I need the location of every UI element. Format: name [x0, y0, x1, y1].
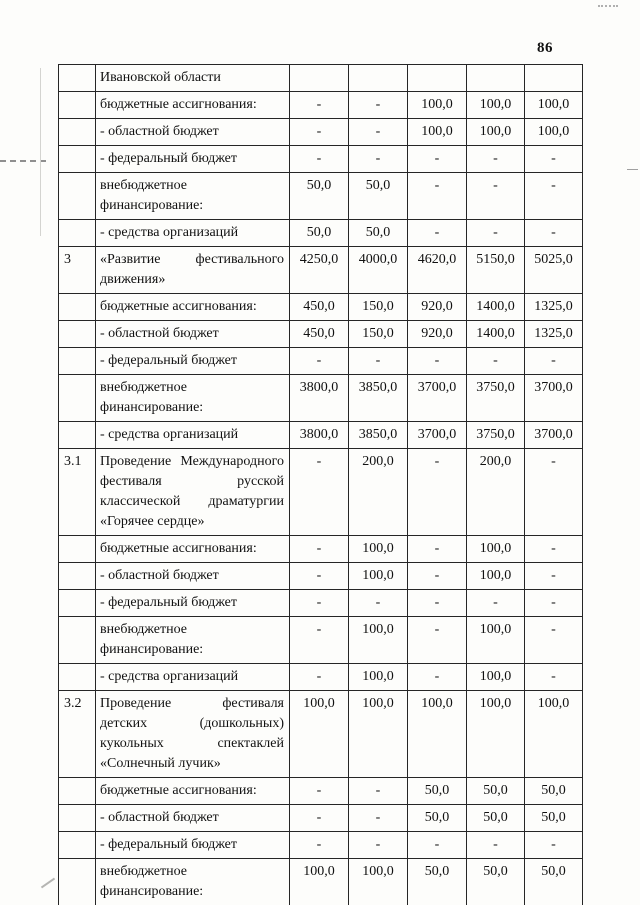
value-cell: -	[525, 590, 583, 617]
value-cell: 100,0	[349, 536, 408, 563]
row-description-cell: - областной бюджет	[96, 805, 290, 832]
table-row	[59, 449, 583, 536]
value-cell: 50,0	[408, 859, 467, 905]
row-description-cell: внебюджетное финансирование:	[96, 859, 290, 905]
row-number-cell	[59, 348, 96, 375]
value-cell: 50,0	[290, 220, 349, 247]
row-description-cell: - федеральный бюджет	[96, 590, 290, 617]
row-description-cell: внебюджетное финансирование:	[96, 375, 290, 422]
value-cell: 100,0	[467, 563, 525, 590]
value-cell: 1325,0	[525, 321, 583, 348]
value-cell	[525, 65, 583, 92]
value-cell: -	[290, 832, 349, 859]
value-cell: 3850,0	[349, 422, 408, 449]
value-cell: -	[349, 590, 408, 617]
row-description-cell: внебюджетное финансирование:	[96, 173, 290, 220]
row-description-cell: бюджетные ассигнования:	[96, 92, 290, 119]
value-cell: 100,0	[467, 664, 525, 691]
value-cell: 4000,0	[349, 247, 408, 294]
value-cell: -	[408, 664, 467, 691]
row-description-cell: - федеральный бюджет	[96, 146, 290, 173]
value-cell: 100,0	[408, 691, 467, 778]
row-number-cell	[59, 563, 96, 590]
value-cell: 4250,0	[290, 247, 349, 294]
row-description-cell: - областной бюджет	[96, 321, 290, 348]
table-row	[59, 590, 583, 617]
row-number-cell	[59, 65, 96, 92]
value-cell: -	[467, 832, 525, 859]
value-cell: 100,0	[349, 859, 408, 905]
value-cell: -	[525, 173, 583, 220]
row-description-cell: - областной бюджет	[96, 563, 290, 590]
row-description-cell: Проведение фестиваля детских (дошкольных) кукольных спектаклей «Солнечный лучик»	[96, 691, 290, 778]
row-number-cell	[59, 173, 96, 220]
value-cell: 3800,0	[290, 422, 349, 449]
row-number-cell	[59, 617, 96, 664]
value-cell: -	[525, 832, 583, 859]
value-cell: -	[467, 173, 525, 220]
table-row	[59, 220, 583, 247]
value-cell: -	[349, 348, 408, 375]
value-cell: -	[290, 805, 349, 832]
table-row	[59, 92, 583, 119]
value-cell: 3750,0	[467, 422, 525, 449]
value-cell: 50,0	[467, 805, 525, 832]
row-description-cell: бюджетные ассигнования:	[96, 536, 290, 563]
scan-artifact-crease	[40, 68, 41, 236]
value-cell: -	[467, 146, 525, 173]
value-cell: 100,0	[349, 563, 408, 590]
value-cell: 100,0	[290, 859, 349, 905]
value-cell: 150,0	[349, 294, 408, 321]
value-cell: -	[290, 617, 349, 664]
value-cell: 3850,0	[349, 375, 408, 422]
table-row	[59, 664, 583, 691]
table-row	[59, 321, 583, 348]
table-row	[59, 563, 583, 590]
row-description-cell: «Развитие фестивального движения»	[96, 247, 290, 294]
value-cell: -	[290, 778, 349, 805]
table-row	[59, 146, 583, 173]
row-description-cell: - областной бюджет	[96, 119, 290, 146]
value-cell: 50,0	[349, 173, 408, 220]
row-description-cell: Ивановской области	[96, 65, 290, 92]
value-cell: 200,0	[467, 449, 525, 536]
value-cell: 3700,0	[525, 375, 583, 422]
value-cell	[467, 65, 525, 92]
table-row	[59, 832, 583, 859]
table-row	[59, 119, 583, 146]
value-cell: -	[290, 563, 349, 590]
value-cell: -	[290, 536, 349, 563]
value-cell: 100,0	[525, 92, 583, 119]
value-cell: -	[349, 146, 408, 173]
row-description-cell: Проведение Международного фестиваля русской классической драматургии «Горячее сердце»	[96, 449, 290, 536]
value-cell: 50,0	[349, 220, 408, 247]
value-cell: -	[525, 449, 583, 536]
row-number-cell: 3.2	[59, 691, 96, 778]
table-row	[59, 617, 583, 664]
value-cell: -	[290, 664, 349, 691]
row-number-cell	[59, 146, 96, 173]
row-number-cell	[59, 805, 96, 832]
value-cell: -	[408, 146, 467, 173]
table-row	[59, 375, 583, 422]
value-cell: -	[290, 348, 349, 375]
value-cell: 4620,0	[408, 247, 467, 294]
value-cell: -	[290, 92, 349, 119]
value-cell: 450,0	[290, 294, 349, 321]
value-cell: 450,0	[290, 321, 349, 348]
row-number-cell	[59, 859, 96, 905]
row-number-cell	[59, 664, 96, 691]
table-row	[59, 422, 583, 449]
value-cell: 3800,0	[290, 375, 349, 422]
row-number-cell	[59, 119, 96, 146]
value-cell: 3750,0	[467, 375, 525, 422]
value-cell: -	[349, 92, 408, 119]
scan-artifact-corner-dots	[598, 5, 618, 7]
value-cell: 50,0	[525, 805, 583, 832]
value-cell: -	[349, 778, 408, 805]
value-cell: -	[525, 146, 583, 173]
value-cell: -	[525, 348, 583, 375]
value-cell: 100,0	[349, 691, 408, 778]
value-cell: -	[290, 119, 349, 146]
value-cell: -	[467, 348, 525, 375]
table-row	[59, 778, 583, 805]
row-number-cell	[59, 422, 96, 449]
value-cell: 3700,0	[408, 422, 467, 449]
page-number: 86	[537, 40, 553, 56]
value-cell: 100,0	[467, 119, 525, 146]
value-cell: 5025,0	[525, 247, 583, 294]
value-cell: 100,0	[349, 664, 408, 691]
value-cell: -	[408, 449, 467, 536]
value-cell: 50,0	[408, 805, 467, 832]
value-cell: 50,0	[290, 173, 349, 220]
value-cell: 100,0	[467, 92, 525, 119]
value-cell: 1400,0	[467, 294, 525, 321]
row-description-cell: - федеральный бюджет	[96, 348, 290, 375]
row-description-cell: - средства организаций	[96, 664, 290, 691]
scan-artifact-right-tick	[627, 169, 638, 170]
value-cell: 100,0	[408, 92, 467, 119]
value-cell: 5150,0	[467, 247, 525, 294]
budget-table-body	[59, 65, 583, 905]
value-cell: 100,0	[467, 691, 525, 778]
row-description-cell: бюджетные ассигнования:	[96, 778, 290, 805]
table-row	[59, 65, 583, 92]
value-cell: -	[467, 220, 525, 247]
value-cell	[349, 65, 408, 92]
value-cell: -	[408, 220, 467, 247]
value-cell: 920,0	[408, 294, 467, 321]
value-cell: 1400,0	[467, 321, 525, 348]
value-cell: -	[408, 617, 467, 664]
value-cell: 100,0	[408, 119, 467, 146]
value-cell: -	[408, 590, 467, 617]
value-cell	[290, 65, 349, 92]
value-cell: 100,0	[467, 536, 525, 563]
value-cell: -	[525, 617, 583, 664]
row-number-cell	[59, 92, 96, 119]
table-row	[59, 536, 583, 563]
table-row	[59, 294, 583, 321]
row-number-cell: 3	[59, 247, 96, 294]
value-cell: 100,0	[467, 617, 525, 664]
scan-artifact-pen-mark	[41, 878, 55, 889]
row-description-cell: - средства организаций	[96, 220, 290, 247]
value-cell: 100,0	[290, 691, 349, 778]
row-description-cell: - федеральный бюджет	[96, 832, 290, 859]
value-cell: 1325,0	[525, 294, 583, 321]
value-cell: 150,0	[349, 321, 408, 348]
row-number-cell	[59, 590, 96, 617]
table-row	[59, 859, 583, 905]
row-number-cell	[59, 321, 96, 348]
value-cell: -	[290, 146, 349, 173]
value-cell: -	[525, 220, 583, 247]
value-cell: -	[408, 173, 467, 220]
budget-table	[58, 64, 583, 905]
value-cell: 3700,0	[408, 375, 467, 422]
table-row	[59, 247, 583, 294]
row-number-cell	[59, 220, 96, 247]
value-cell: 100,0	[525, 691, 583, 778]
value-cell: 200,0	[349, 449, 408, 536]
value-cell: -	[290, 590, 349, 617]
value-cell: -	[290, 449, 349, 536]
table-row	[59, 691, 583, 778]
value-cell: -	[408, 348, 467, 375]
table-row	[59, 805, 583, 832]
row-description-cell: - средства организаций	[96, 422, 290, 449]
value-cell	[408, 65, 467, 92]
value-cell: -	[349, 832, 408, 859]
value-cell: 50,0	[408, 778, 467, 805]
value-cell: -	[525, 536, 583, 563]
value-cell: 100,0	[349, 617, 408, 664]
value-cell: -	[349, 805, 408, 832]
table-row	[59, 348, 583, 375]
value-cell: 920,0	[408, 321, 467, 348]
value-cell: -	[408, 832, 467, 859]
value-cell: -	[525, 664, 583, 691]
value-cell: -	[408, 563, 467, 590]
value-cell: -	[408, 536, 467, 563]
row-number-cell: 3.1	[59, 449, 96, 536]
value-cell: 50,0	[525, 778, 583, 805]
row-number-cell	[59, 294, 96, 321]
table-row	[59, 173, 583, 220]
row-description-cell: бюджетные ассигнования:	[96, 294, 290, 321]
value-cell: -	[349, 119, 408, 146]
value-cell: 50,0	[467, 859, 525, 905]
value-cell: 50,0	[525, 859, 583, 905]
value-cell: -	[525, 563, 583, 590]
value-cell: -	[467, 590, 525, 617]
row-number-cell	[59, 536, 96, 563]
row-description-cell: внебюджетное финансирование:	[96, 617, 290, 664]
row-number-cell	[59, 375, 96, 422]
value-cell: 50,0	[467, 778, 525, 805]
value-cell: 3700,0	[525, 422, 583, 449]
value-cell: 100,0	[525, 119, 583, 146]
row-number-cell	[59, 832, 96, 859]
row-number-cell	[59, 778, 96, 805]
